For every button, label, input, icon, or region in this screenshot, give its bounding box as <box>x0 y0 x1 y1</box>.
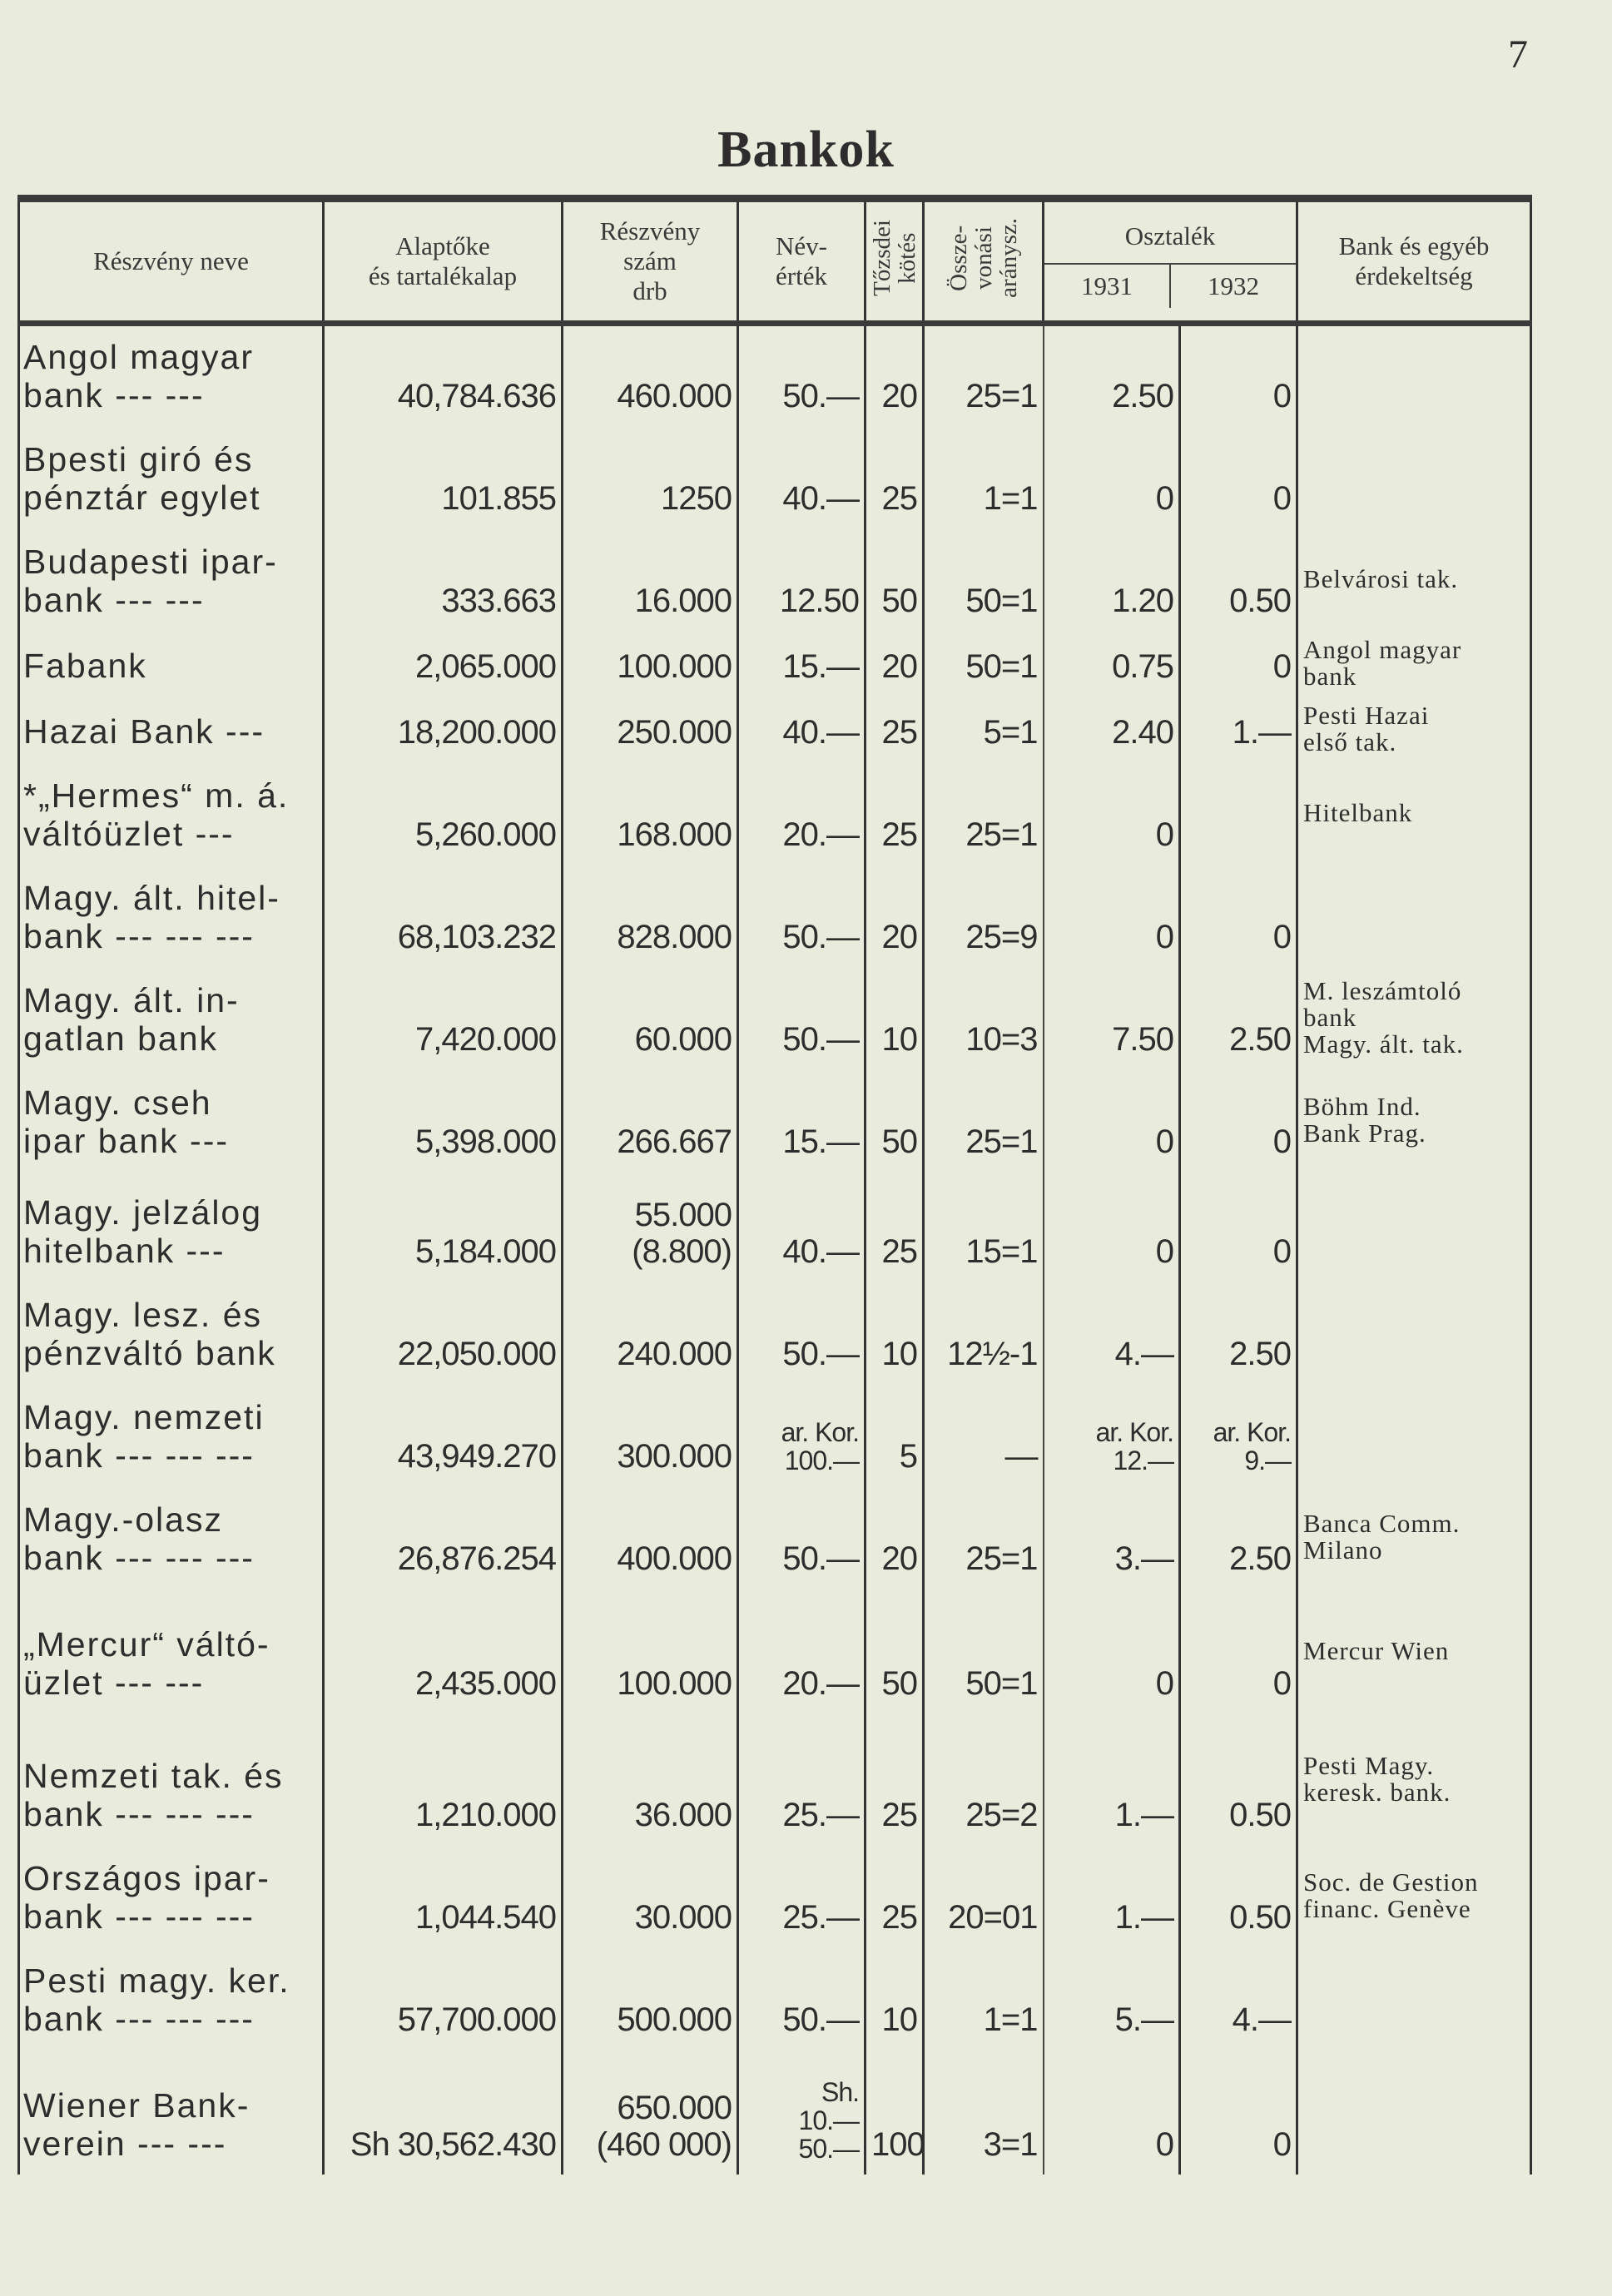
cell-reszveny: 300.000 <box>563 1384 738 1486</box>
cell-name: Magy. ált. in- gatlan bank <box>19 967 324 1069</box>
cell-o1931: 0 <box>1044 1589 1180 1713</box>
cell-bank: Banca Comm. Milano <box>1297 1486 1531 1589</box>
cell-alaptoke: 7,420.000 <box>324 967 563 1069</box>
cell-o1932: ar. Kor. 9.— <box>1180 1384 1297 1486</box>
cell-o1931: 1.20 <box>1044 528 1180 631</box>
table-row <box>19 967 1531 1069</box>
cell-bank: Mercur Wien <box>1297 1589 1531 1713</box>
table-row <box>19 762 1531 865</box>
cell-tozsdei: 25 <box>866 426 924 528</box>
cell-osszevonasi: 25=1 <box>924 324 1044 426</box>
cell-name: Magy. ált. hitel- bank --- --- --- <box>19 865 324 967</box>
cell-nevertek: ar. Kor. 100.— <box>738 1384 866 1486</box>
cell-o1932: 2.50 <box>1180 1282 1297 1384</box>
cell-alaptoke: 2,435.000 <box>324 1589 563 1713</box>
cell-osszevonasi: 25=9 <box>924 865 1044 967</box>
cell-osszevonasi: 5=1 <box>924 697 1044 762</box>
table-row <box>19 1486 1531 1589</box>
table-row <box>19 697 1531 762</box>
cell-tozsdei: 20 <box>866 324 924 426</box>
header-reszveny: Részvény szám drb <box>563 199 738 324</box>
cell-reszveny: 55.000 (8.800) <box>563 1172 738 1282</box>
cell-name: *„Hermes“ m. á. váltóüzlet --- <box>19 762 324 865</box>
cell-o1931: 7.50 <box>1044 967 1180 1069</box>
cell-o1932: 2.50 <box>1180 967 1297 1069</box>
table-row <box>19 1282 1531 1384</box>
cell-osszevonasi: 1=1 <box>924 426 1044 528</box>
cell-reszveny: 266.667 <box>563 1069 738 1172</box>
cell-o1931: 0 <box>1044 1069 1180 1172</box>
cell-alaptoke: 333.663 <box>324 528 563 631</box>
cell-o1931: 0 <box>1044 865 1180 967</box>
cell-reszveny: 460.000 <box>563 324 738 426</box>
cell-alaptoke: 1,210.000 <box>324 1713 563 1845</box>
table-row <box>19 865 1531 967</box>
cell-osszevonasi: 15=1 <box>924 1172 1044 1282</box>
header-tozsdei: Tőzsdei kötés <box>866 199 924 324</box>
cell-o1932: 0 <box>1180 1069 1297 1172</box>
cell-reszveny: 168.000 <box>563 762 738 865</box>
cell-reszveny: 828.000 <box>563 865 738 967</box>
cell-alaptoke: 18,200.000 <box>324 697 563 762</box>
cell-bank <box>1297 1282 1531 1384</box>
cell-o1931: 5.— <box>1044 1947 1180 2050</box>
cell-o1932: 0 <box>1180 631 1297 697</box>
cell-o1931: 1.— <box>1044 1845 1180 1947</box>
cell-bank: Belvárosi tak. <box>1297 528 1531 631</box>
cell-bank: Pesti Hazai első tak. <box>1297 697 1531 762</box>
cell-nevertek: 50.— <box>738 967 866 1069</box>
cell-name: Magy.-olasz bank --- --- --- <box>19 1486 324 1589</box>
cell-alaptoke: 68,103.232 <box>324 865 563 967</box>
cell-tozsdei: 25 <box>866 1172 924 1282</box>
cell-alaptoke: 57,700.000 <box>324 1947 563 2050</box>
cell-bank <box>1297 1384 1531 1486</box>
table-row <box>19 1947 1531 2050</box>
cell-nevertek: 20.— <box>738 1589 866 1713</box>
table-row <box>19 631 1531 697</box>
cell-bank: Soc. de Gestion financ. Genève <box>1297 1845 1531 1947</box>
cell-name: Hazai Bank --- <box>19 697 324 762</box>
cell-bank: Böhm Ind. Bank Prag. <box>1297 1069 1531 1172</box>
banks-table <box>17 195 1532 2175</box>
cell-name: Magy. cseh ipar bank --- <box>19 1069 324 1172</box>
cell-alaptoke: 5,260.000 <box>324 762 563 865</box>
header-name: Részvény neve <box>19 199 324 324</box>
cell-o1931: 0 <box>1044 2050 1180 2175</box>
cell-osszevonasi: 12½-1 <box>924 1282 1044 1384</box>
cell-osszevonasi: 25=1 <box>924 1069 1044 1172</box>
cell-name: Nemzeti tak. és bank --- --- --- <box>19 1713 324 1845</box>
cell-name: Országos ipar- bank --- --- --- <box>19 1845 324 1947</box>
header-nevertek: Név- érték <box>738 199 866 324</box>
cell-reszveny: 16.000 <box>563 528 738 631</box>
cell-reszveny: 60.000 <box>563 967 738 1069</box>
cell-tozsdei: 5 <box>866 1384 924 1486</box>
table-row <box>19 1845 1531 1947</box>
table-row <box>19 1384 1531 1486</box>
table-row <box>19 1713 1531 1845</box>
cell-name: Magy. jelzálog hitelbank --- <box>19 1172 324 1282</box>
cell-name: Fabank <box>19 631 324 697</box>
cell-o1931: 3.— <box>1044 1486 1180 1589</box>
cell-alaptoke: 1,044.540 <box>324 1845 563 1947</box>
cell-osszevonasi: 50=1 <box>924 631 1044 697</box>
cell-osszevonasi: 25=2 <box>924 1713 1044 1845</box>
cell-nevertek: 50.— <box>738 865 866 967</box>
cell-name: Angol magyar bank --- --- <box>19 324 324 426</box>
cell-reszveny: 240.000 <box>563 1282 738 1384</box>
table-row <box>19 426 1531 528</box>
cell-tozsdei: 25 <box>866 1845 924 1947</box>
cell-o1932: 0 <box>1180 1589 1297 1713</box>
cell-bank <box>1297 426 1531 528</box>
cell-nevertek: 15.— <box>738 631 866 697</box>
cell-nevertek: 40.— <box>738 697 866 762</box>
cell-alaptoke: 5,398.000 <box>324 1069 563 1172</box>
table-row <box>19 1069 1531 1172</box>
cell-o1932: 0 <box>1180 865 1297 967</box>
cell-reszveny: 1250 <box>563 426 738 528</box>
table-row <box>19 1589 1531 1713</box>
cell-name: Budapesti ipar- bank --- --- <box>19 528 324 631</box>
cell-o1931: ar. Kor. 12.— <box>1044 1384 1180 1486</box>
cell-bank <box>1297 2050 1531 2175</box>
cell-tozsdei: 25 <box>866 762 924 865</box>
cell-o1932: 2.50 <box>1180 1486 1297 1589</box>
cell-o1932: 0.50 <box>1180 1845 1297 1947</box>
table-row <box>19 324 1531 426</box>
header-alaptoke: Alaptőke és tartalékalap <box>324 199 563 324</box>
cell-bank: Pesti Magy. keresk. bank. <box>1297 1713 1531 1845</box>
cell-tozsdei: 25 <box>866 1713 924 1845</box>
cell-nevertek: 40.— <box>738 426 866 528</box>
cell-nevertek: 25.— <box>738 1845 866 1947</box>
cell-tozsdei: 10 <box>866 1282 924 1384</box>
cell-tozsdei: 50 <box>866 528 924 631</box>
cell-alaptoke: Sh 30,562.430 <box>324 2050 563 2175</box>
cell-alaptoke: 101.855 <box>324 426 563 528</box>
cell-osszevonasi: 50=1 <box>924 1589 1044 1713</box>
cell-o1932: 0 <box>1180 324 1297 426</box>
cell-osszevonasi: 25=1 <box>924 1486 1044 1589</box>
cell-o1931: 0 <box>1044 1172 1180 1282</box>
cell-name: Magy. lesz. és pénzváltó bank <box>19 1282 324 1384</box>
cell-tozsdei: 10 <box>866 967 924 1069</box>
cell-reszveny: 650.000 (460 000) <box>563 2050 738 2175</box>
cell-bank <box>1297 1172 1531 1282</box>
cell-osszevonasi: 3=1 <box>924 2050 1044 2175</box>
cell-nevertek: 40.— <box>738 1172 866 1282</box>
cell-bank <box>1297 324 1531 426</box>
cell-osszevonasi: 20=01 <box>924 1845 1044 1947</box>
cell-tozsdei: 20 <box>866 1486 924 1589</box>
cell-nevertek: 50.— <box>738 324 866 426</box>
header-1932: 1932 <box>1208 271 1259 300</box>
cell-tozsdei: 50 <box>866 1589 924 1713</box>
cell-o1932: 0.50 <box>1180 1713 1297 1845</box>
cell-name: Magy. nemzeti bank --- --- --- <box>19 1384 324 1486</box>
table-row <box>19 1172 1531 1282</box>
cell-o1932 <box>1180 762 1297 865</box>
cell-reszveny: 250.000 <box>563 697 738 762</box>
cell-tozsdei: 50 <box>866 1069 924 1172</box>
cell-osszevonasi: — <box>924 1384 1044 1486</box>
cell-reszveny: 400.000 <box>563 1486 738 1589</box>
cell-o1931: 0 <box>1044 426 1180 528</box>
cell-o1931: 2.50 <box>1044 324 1180 426</box>
cell-osszevonasi: 1=1 <box>924 1947 1044 2050</box>
cell-reszveny: 36.000 <box>563 1713 738 1845</box>
cell-name: Wiener Bank- verein --- --- <box>19 2050 324 2175</box>
cell-alaptoke: 26,876.254 <box>324 1486 563 1589</box>
cell-name: Pesti magy. ker. bank --- --- --- <box>19 1947 324 2050</box>
table-row <box>19 528 1531 631</box>
cell-o1931: 0.75 <box>1044 631 1180 697</box>
cell-alaptoke: 22,050.000 <box>324 1282 563 1384</box>
cell-nevertek: 20.— <box>738 762 866 865</box>
cell-o1931: 0 <box>1044 762 1180 865</box>
cell-tozsdei: 20 <box>866 631 924 697</box>
cell-alaptoke: 2,065.000 <box>324 631 563 697</box>
cell-nevertek: 25.— <box>738 1713 866 1845</box>
cell-tozsdei: 25 <box>866 697 924 762</box>
cell-o1932: 0 <box>1180 1172 1297 1282</box>
cell-reszveny: 500.000 <box>563 1947 738 2050</box>
cell-nevertek: 15.— <box>738 1069 866 1172</box>
cell-alaptoke: 43,949.270 <box>324 1384 563 1486</box>
cell-bank: M. leszámtoló bank Magy. ált. tak. <box>1297 967 1531 1069</box>
cell-reszveny: 100.000 <box>563 631 738 697</box>
cell-reszveny: 30.000 <box>563 1845 738 1947</box>
cell-o1931: 1.— <box>1044 1713 1180 1845</box>
cell-tozsdei: 10 <box>866 1947 924 2050</box>
cell-bank: Hitelbank <box>1297 762 1531 865</box>
cell-name: Bpesti giró és pénztár egylet <box>19 426 324 528</box>
cell-reszveny: 100.000 <box>563 1589 738 1713</box>
cell-osszevonasi: 10=3 <box>924 967 1044 1069</box>
cell-alaptoke: 40,784.636 <box>324 324 563 426</box>
cell-nevertek: 12.50 <box>738 528 866 631</box>
cell-bank <box>1297 1947 1531 2050</box>
cell-bank <box>1297 865 1531 967</box>
table-row <box>19 2050 1531 2175</box>
page-title: Bankok <box>717 121 895 178</box>
cell-nevertek: Sh. 10.— 50.— <box>738 2050 866 2175</box>
osztalek-label: Osztalék <box>1124 221 1216 250</box>
cell-o1932: 1.— <box>1180 697 1297 762</box>
cell-o1931: 4.— <box>1044 1282 1180 1384</box>
cell-nevertek: 50.— <box>738 1282 866 1384</box>
header-bank: Bank és egyéb érdekeltség <box>1297 199 1531 324</box>
cell-osszevonasi: 50=1 <box>924 528 1044 631</box>
cell-osszevonasi: 25=1 <box>924 762 1044 865</box>
header-osszevonasi: Össze- vonási aránysz. <box>924 199 1044 324</box>
cell-o1932: 0.50 <box>1180 528 1297 631</box>
header-1931: 1931 <box>1044 265 1171 308</box>
cell-o1931: 2.40 <box>1044 697 1180 762</box>
cell-o1932: 0 <box>1180 2050 1297 2175</box>
cell-alaptoke: 5,184.000 <box>324 1172 563 1282</box>
cell-nevertek: 50.— <box>738 1486 866 1589</box>
cell-tozsdei: 100 <box>866 2050 924 2175</box>
cell-nevertek: 50.— <box>738 1947 866 2050</box>
cell-bank: Angol magyar bank <box>1297 631 1531 697</box>
cell-o1932: 0 <box>1180 426 1297 528</box>
page-number: 7 <box>1508 32 1528 77</box>
header-osztalek <box>1044 199 1297 324</box>
cell-name: „Mercur“ váltó- üzlet --- --- <box>19 1589 324 1713</box>
cell-tozsdei: 20 <box>866 865 924 967</box>
cell-o1932: 4.— <box>1180 1947 1297 2050</box>
